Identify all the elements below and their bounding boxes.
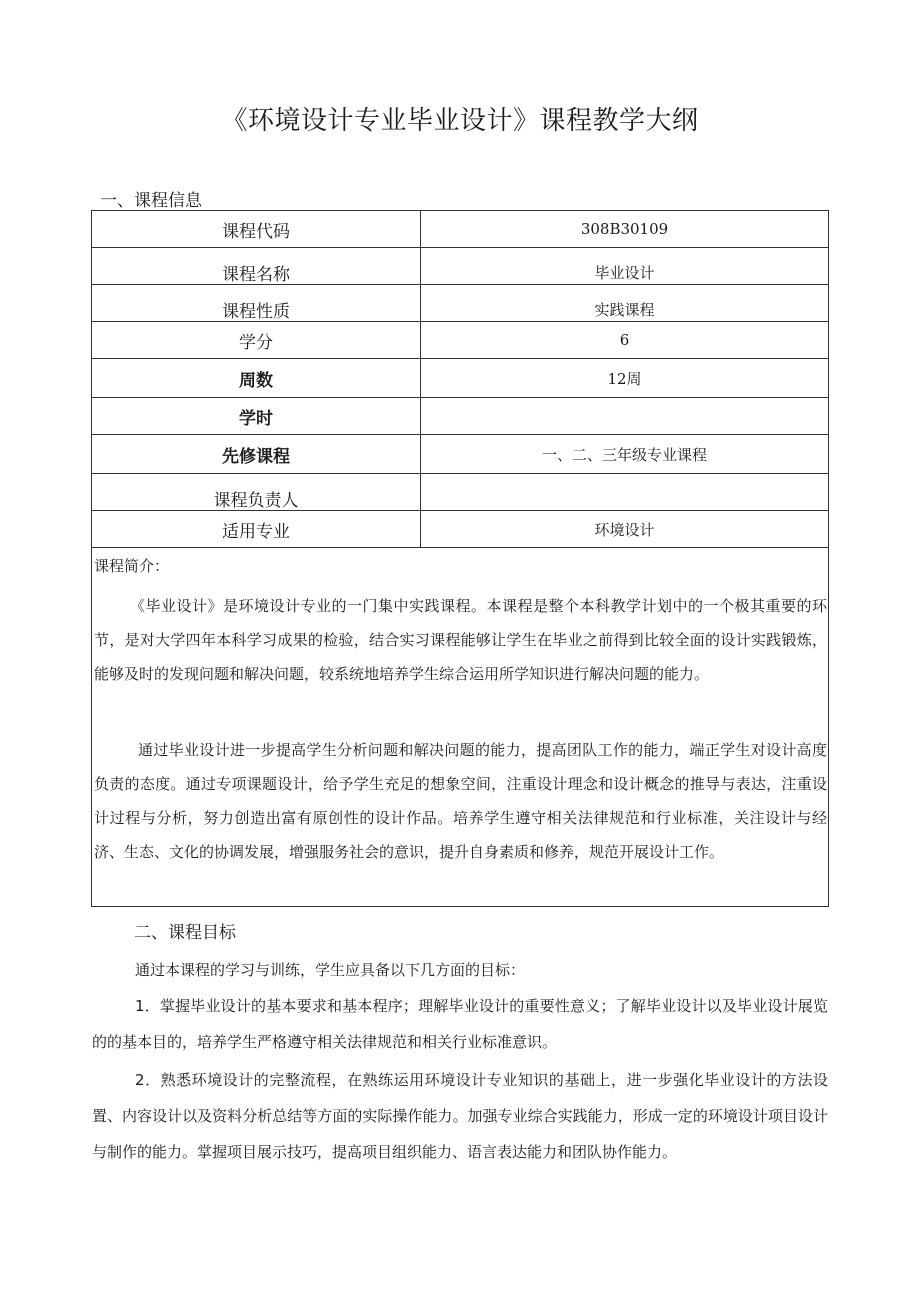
section-heading-course-goals: 二、课程目标 bbox=[134, 923, 236, 943]
course-intro-label: 课程简介： bbox=[94, 557, 170, 575]
table-row bbox=[92, 248, 829, 285]
row-label: 学分 bbox=[92, 322, 421, 359]
row-label bbox=[92, 285, 421, 322]
row-label: 周数 bbox=[92, 359, 421, 398]
row-label-text: 课程性质 bbox=[222, 301, 290, 322]
table-row bbox=[92, 211, 829, 248]
table-row bbox=[92, 435, 829, 474]
row-value: 环境设计 bbox=[421, 511, 829, 548]
table-row bbox=[92, 511, 829, 548]
row-value bbox=[421, 248, 829, 285]
document-title: 《环境设计专业毕业设计》课程教学大纲 bbox=[221, 106, 699, 136]
row-label: 先修课程 bbox=[92, 435, 421, 474]
goal-item: 2．熟悉环境设计的完整流程，在熟练运用环境设计专业知识的基础上，进一步强化毕业设计的方法设置、内容设计以及资料分析总结等方面的实际操作能力。加强专业综合实践能力，形成一定的环境设计项目设计与制作的能力。掌握项目展示技巧，提高项目组织能力、语言表达能力和团队协作能力。 bbox=[92, 1071, 828, 1161]
row-value: 12周 bbox=[421, 359, 829, 398]
row-value-text: 实践课程 bbox=[594, 300, 655, 319]
row-label bbox=[92, 474, 421, 511]
course-intro-box bbox=[91, 545, 829, 907]
goal-item: 1．掌握毕业设计的基本要求和基本程序；理解毕业设计的重要性意义；了解毕业设计以及毕业设计展览的的基本目的，培养学生严格遵守相关法律规范和相关行业标准意识。 bbox=[92, 997, 828, 1051]
row-value-text: 毕业设计 bbox=[594, 263, 655, 282]
table-row bbox=[92, 285, 829, 322]
row-label: 学时 bbox=[92, 398, 421, 435]
table-row bbox=[92, 474, 829, 511]
course-intro-paragraph: 《毕业设计》是环境设计专业的一门集中实践课程。本课程是整个本科教学计划中的一个极其重要的环节，是对大学四年本科学习成果的检验，结合实习课程能够让学生在毕业之前得到比较全面的设计实践锻炼，能够及时的发现问题和解决问题，较系统地培养学生综合运用所学知识进行解决问题的能力。 bbox=[94, 597, 827, 683]
section-heading-course-info: 一、课程信息 bbox=[100, 191, 202, 211]
row-label bbox=[92, 248, 421, 285]
course-intro-paragraph: 通过毕业设计进一步提高学生分析问题和解决问题的能力，提高团队工作的能力，端正学生对设计高度负责的态度。通过专项课题设计，给予学生充足的想象空间，注重设计理念和设计概念的推导与表达，注重设计过程与分析，努力创造出富有原创性的设计作品。培养学生遵守相关法律规范和行业标准，关注设计与经济、生态、文化的协调发展，增强服务社会的意识，提升自身素质和修养，规范开展设计工作。 bbox=[94, 741, 827, 861]
table-row bbox=[92, 398, 829, 435]
row-value bbox=[421, 474, 829, 511]
table-row bbox=[92, 359, 829, 398]
row-label-text: 课程负责人 bbox=[213, 490, 299, 511]
row-value: 一、二、三年级专业课程 bbox=[421, 435, 829, 474]
row-label: 适用专业 bbox=[92, 511, 421, 548]
row-value bbox=[421, 285, 829, 322]
goals-intro: 通过本课程的学习与训练，学生应具备以下几方面的目标： bbox=[135, 961, 526, 979]
row-label-text: 课程名称 bbox=[222, 264, 290, 285]
row-label: 课程代码 bbox=[92, 211, 421, 248]
row-value: 6 bbox=[421, 322, 829, 359]
course-info-table bbox=[91, 210, 829, 548]
table-row bbox=[92, 322, 829, 359]
row-value bbox=[421, 398, 829, 435]
row-value: 308B30109 bbox=[421, 211, 829, 248]
